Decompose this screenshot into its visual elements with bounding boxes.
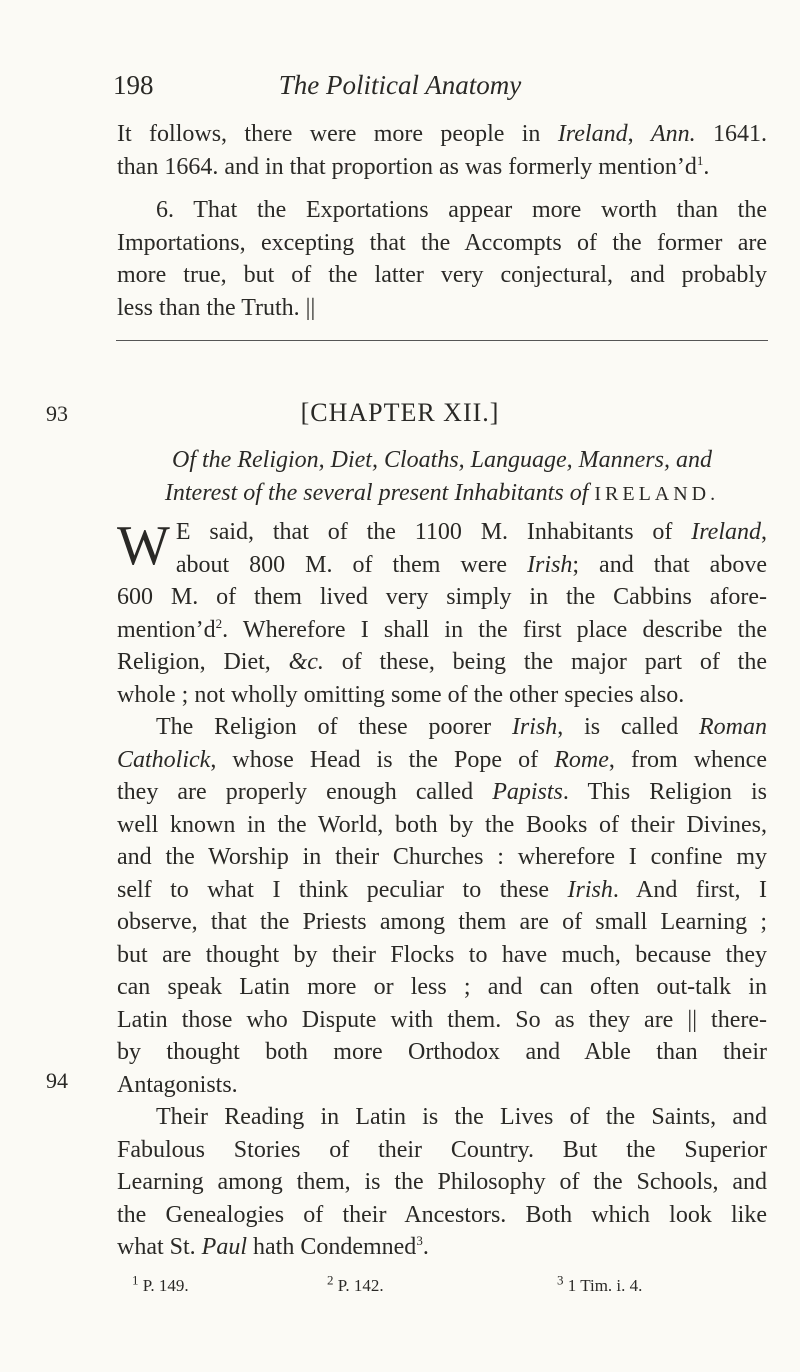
footnote: $^2$ P. 142. (327, 1272, 384, 1295)
chapter-heading: [CHAPTER XII.] (300, 398, 500, 427)
text-line: Catholick, whose Head is the Pope of Rome, from whence (117, 746, 767, 773)
paragraph-population (117, 118, 767, 183)
text-line: about 800 M. of them were Irish; and that above (175, 551, 767, 578)
text-line: 6. That the Exportations appear more worth than the (156, 197, 767, 223)
footnote: $^3$ 1 Tim. i. 4. (557, 1272, 643, 1295)
paragraph-learning (117, 1101, 767, 1264)
ireland-small-caps: IRELAND. (594, 482, 720, 505)
text-line: they are properly enough called Papists. This Religion is (117, 779, 767, 805)
page-number: 198 (113, 70, 154, 100)
margin-page-ref: 94 (46, 1068, 68, 1093)
text-line: and the Worship in their Churches : wherefore I confine my (117, 844, 767, 870)
footnote-ref: 1 (696, 152, 704, 168)
text-line: but are thought by their Flocks to have much, because they (117, 941, 767, 968)
text-line: E said, that of the 1100 M. Inhabitants of Ireland, (175, 519, 767, 545)
text-line: Learning among them, is the Philosophy of the Schools, and (117, 1169, 767, 1195)
text-line: whole ; not wholly omitting some of the other species also. (117, 681, 685, 708)
text-line: Antagonists. (117, 1071, 238, 1098)
footnote-ref: 2 (215, 615, 223, 631)
footnote: $^1$ P. 149. (132, 1272, 189, 1295)
text-line: Latin those who Dispute with them. So as they are || there- (117, 1006, 767, 1033)
text-line: $mention’d^2$. Wherefore I shall in the first place describe the (117, 615, 767, 643)
text-line: Fabulous Stories of their Country. But the Superior (117, 1136, 767, 1163)
text-line: self to what I think peculiar to these Irish. And first, I (117, 876, 767, 903)
text-line: the Genealogies of their Ancestors. Both which look like (117, 1201, 767, 1228)
text-line: well known in the World, both by the Books of their Divines, (117, 811, 767, 838)
running-title: The Political Anatomy (278, 70, 522, 100)
margin-page-ref: 93 (46, 401, 68, 426)
running-header (0, 70, 800, 110)
text-line: more true, but of the latter very conjectural, and probably (117, 262, 767, 288)
paragraph-religion (117, 711, 767, 1101)
text-line: what St. Paul hath Condemned$^3$. (117, 1233, 429, 1260)
text-line: Importations, excepting that the Accompts of the former are (117, 229, 767, 256)
paragraph-inhabitants (117, 516, 767, 711)
section-divider (116, 340, 768, 341)
text-line: observe, that the Priests among them are of small Learning ; (117, 909, 767, 935)
text-line: less than the Truth. || (117, 294, 316, 321)
text-line: The Religion of these poorer Irish, is called Roman (156, 714, 767, 740)
text-line: Their Reading in Latin is the Lives of the Saints, and (156, 1104, 767, 1130)
text-line: than 1664. and in that proportion as was formerly $mention’d^1$. (117, 152, 710, 180)
text-line: 600 M. of them lived very simply in the Cabbins afore- (117, 584, 767, 610)
text-line: by thought both more Orthodox and Able than their (117, 1039, 767, 1065)
text-line: It follows, there were more people in Ireland, Ann. 1641. (117, 121, 767, 147)
footnote-ref: 3 (416, 1233, 423, 1248)
drop-cap: W (117, 515, 170, 577)
chapter-subtitle: Of the Religion, Diet, Cloaths, Language, Manners, and Interest of the several present Inhabitants of IRELAND. (164, 447, 720, 506)
text-line: Religion, Diet, &c. of these, being the major part of the (117, 649, 767, 675)
paragraph-exportations (117, 194, 767, 324)
text-line: can speak Latin more or less ; and can often out-talk in (117, 974, 767, 1000)
